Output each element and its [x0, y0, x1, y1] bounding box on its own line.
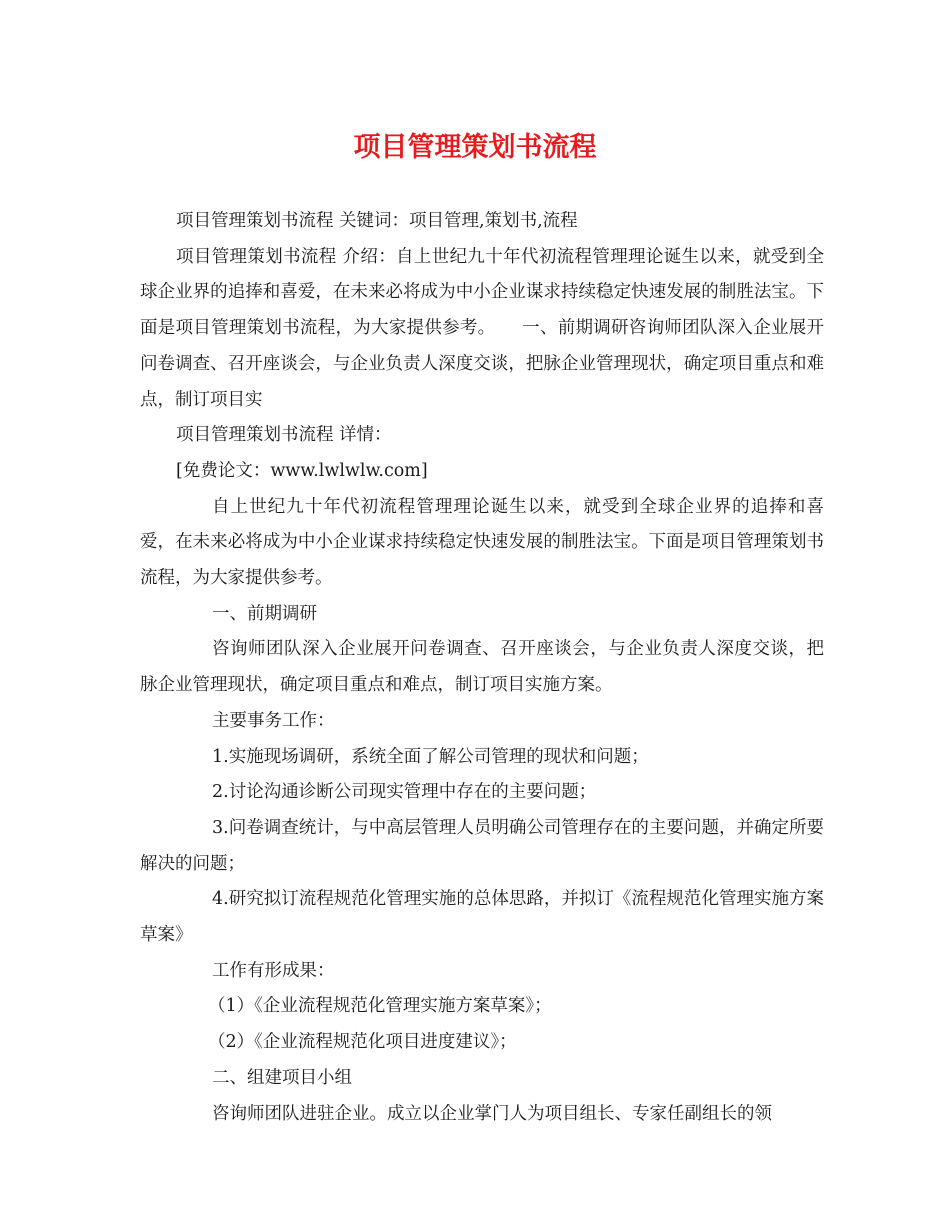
details-heading: 项目管理策划书流程 详情： [176, 425, 392, 446]
list-item: 3.问卷调查统计，与中高层管理人员明确公司管理存在的主要问题，并确定所要解决的问题； [140, 817, 824, 874]
source-link: [免费论文：www.lwlwlw.com] [176, 460, 428, 481]
section-heading: 一、前期调研 [212, 603, 317, 624]
section-heading: 二、组建项目小组 [212, 1067, 352, 1088]
list-item: （2）《企业流程规范化项目进度建议》； [208, 1032, 517, 1053]
keywords-paragraph: 项目管理策划书流程 关键词：项目管理,策划书,流程 [176, 211, 578, 231]
subsection-heading: 主要事务工作： [212, 710, 335, 731]
body-paragraph: 咨询师团队深入企业展开问卷调查、召开座谈会，与企业负责人深度交谈，把脉企业管理现状，确定项目重点和难点，制订项目实施方案。 [140, 639, 824, 696]
body-paragraph: 自上世纪九十年代初流程管理理论诞生以来，就受到全球企业界的追捧和喜爱，在未来必将成为中小企业谋求持续稳定快速发展的制胜法宝。下面是项目管理策划书流程，为大家提供参考。 [140, 496, 824, 589]
intro-paragraph: 项目管理策划书流程 介绍：自上世纪九十年代初流程管理理论诞生以来，就受到全球企业界的追捧和喜爱，在未来必将成为中小企业谋求持续稳定快速发展的制胜法宝。下面是项目管理策划书流程，为大家提供参考。 一、前期调研咨询师团队深入企业展开问卷调查、召开座谈会，与企业负责人深度交谈，把脉企业管理现状，确定项目重点和难点，制订项目实 [140, 246, 824, 410]
document-body [140, 204, 824, 1132]
subsection-heading: 工作有形成果： [212, 960, 335, 981]
body-paragraph: 咨询师团队进驻企业。成立以企业掌门人为项目组长、专家任副组长的领 [212, 1103, 772, 1124]
list-item: 4.研究拟订流程规范化管理实施的总体思路，并拟订《流程规范化管理实施方案草案》 [140, 889, 824, 946]
list-item: （1）《企业流程规范化管理实施方案草案》； [208, 996, 552, 1017]
list-item: 1.实施现场调研，系统全面了解公司管理的现状和问题； [212, 746, 649, 767]
document-title: 项目管理策划书流程 [353, 132, 597, 163]
list-item: 2.讨论沟通诊断公司现实管理中存在的主要问题； [212, 782, 597, 803]
